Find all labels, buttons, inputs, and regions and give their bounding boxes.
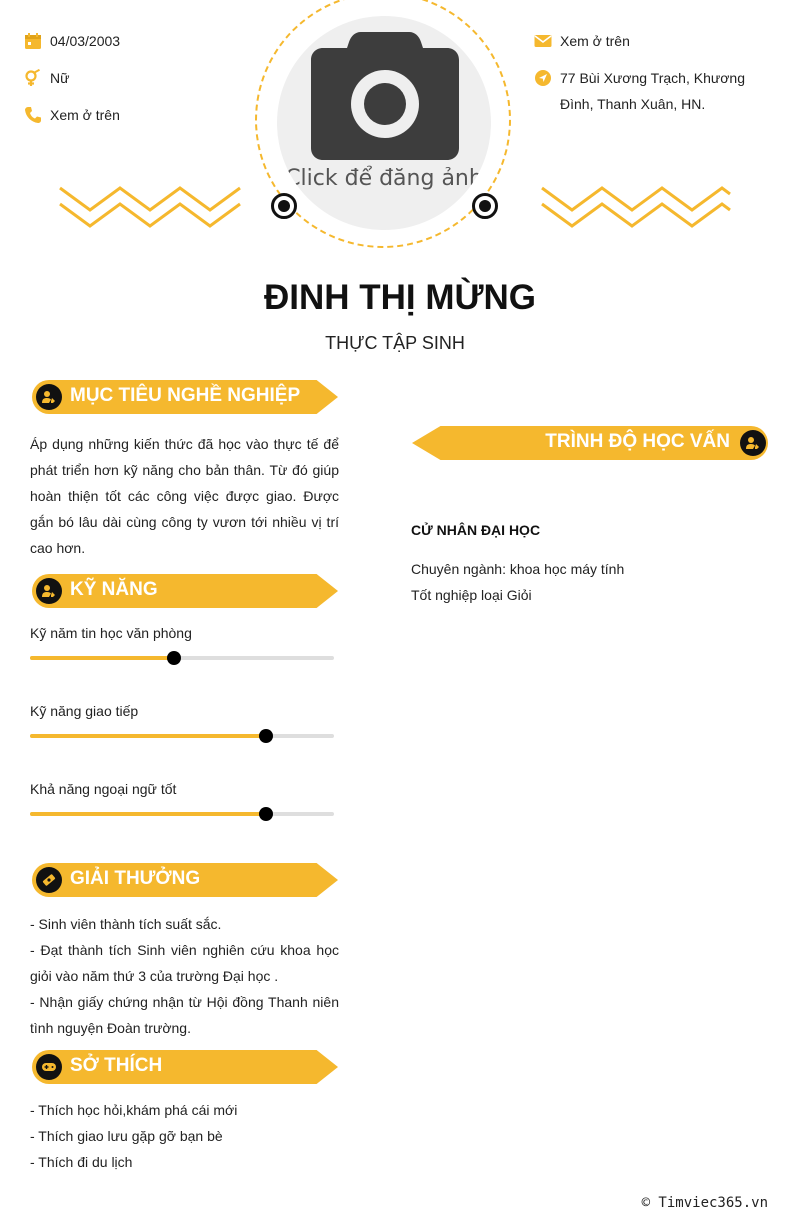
phone-row xyxy=(24,102,120,128)
phone-text: Xem ở trên xyxy=(50,107,120,123)
awards-text: - Sinh viên thành tích suất sắc. - Đạt thành tích Sinh viên nghiên cứu khoa học giỏi vào năm thứ 3 của trường Đại học . - Nhận giấy chứng nhận từ Hội đồng Thanh niên tình nguyện Đoàn trường. xyxy=(30,916,339,1036)
upload-photo-label[interactable]: Click để đăng ảnh xyxy=(285,166,483,191)
user-edit-icon xyxy=(36,384,62,410)
section-header-skills xyxy=(32,574,338,608)
photo-handle-right[interactable] xyxy=(472,193,498,219)
skill-progress-fill xyxy=(30,656,174,660)
education-grade: Tốt nghiệp loại Giỏi xyxy=(411,587,532,603)
section-title-hobbies: SỞ THÍCH xyxy=(70,1055,163,1076)
education-degree: CỬ NHÂN ĐẠI HỌC xyxy=(411,522,541,538)
section-header-awards xyxy=(32,863,338,897)
skill-progress-fill xyxy=(30,812,266,816)
user-edit-icon xyxy=(740,430,766,456)
section-header-hobbies xyxy=(32,1050,338,1084)
user-edit-icon xyxy=(36,578,62,604)
skill-progress-knob[interactable] xyxy=(167,651,181,665)
skill-name: Khả năng ngoại ngữ tốt xyxy=(30,781,177,797)
section-title-objective: MỤC TIÊU NGHỀ NGHIỆP xyxy=(70,385,301,406)
birthday-text: 04/03/2003 xyxy=(50,33,121,49)
skill-progress-track xyxy=(30,734,334,738)
email-text: Xem ở trên xyxy=(560,33,630,49)
section-title-education: TRÌNH ĐỘ HỌC VẤN xyxy=(545,431,730,452)
hobby-item: - Thích học hỏi,khám phá cái mới xyxy=(30,1102,238,1118)
hobby-item: - Thích giao lưu gặp gỡ bạn bè xyxy=(30,1128,223,1144)
skill-progress-track xyxy=(30,656,334,660)
skill-progress-fill xyxy=(30,734,266,738)
email-row xyxy=(534,28,630,54)
footer-copyright: © Timviec365.vn xyxy=(641,1195,768,1211)
gamepad-icon xyxy=(36,1054,62,1080)
zigzag-left-decoration xyxy=(58,184,248,232)
education-major: Chuyên ngành: khoa học máy tính xyxy=(411,561,625,577)
skill-name: Kỹ năng giao tiếp xyxy=(30,703,139,719)
mail-icon xyxy=(534,32,552,50)
birthday-row xyxy=(24,28,120,54)
hobby-item: - Thích đi du lịch xyxy=(30,1154,133,1170)
objective-text: Áp dụng những kiến thức đã học vào thực tế để phát triển hơn kỹ năng cho bản thân. Từ đó giúp hoàn thiện tốt các công việc được giao. Được gắn bó lâu dài cùng công ty vươn tới nhiều vị trí cao hơn. xyxy=(30,436,339,556)
section-header-education xyxy=(412,426,768,460)
camera-icon xyxy=(311,30,459,160)
job-position: THỰC TẬP SINH xyxy=(325,333,465,353)
skill-progress-track xyxy=(30,812,334,816)
full-name: ĐINH THỊ MỪNG xyxy=(263,278,537,317)
address-row xyxy=(534,65,754,117)
address-text: 77 Bùi Xương Trạch, Khương Đình, Thanh Xuân, HN. xyxy=(560,70,745,112)
section-title-skills: KỸ NĂNG xyxy=(70,579,158,600)
zigzag-right-decoration xyxy=(538,184,734,232)
section-title-awards: GIẢI THƯỞNG xyxy=(70,868,201,889)
skill-progress-knob[interactable] xyxy=(259,729,273,743)
award-icon xyxy=(36,867,62,893)
gender-icon xyxy=(24,69,42,87)
location-icon xyxy=(534,69,552,87)
phone-icon xyxy=(24,106,42,124)
photo-upload[interactable] xyxy=(277,16,491,230)
calendar-icon xyxy=(24,32,42,50)
skill-progress-knob[interactable] xyxy=(259,807,273,821)
skill-name: Kỹ năm tin học văn phòng xyxy=(30,625,192,641)
photo-handle-left[interactable] xyxy=(271,193,297,219)
gender-text: Nữ xyxy=(50,70,70,86)
section-header-objective xyxy=(32,380,338,414)
gender-row xyxy=(24,65,69,91)
